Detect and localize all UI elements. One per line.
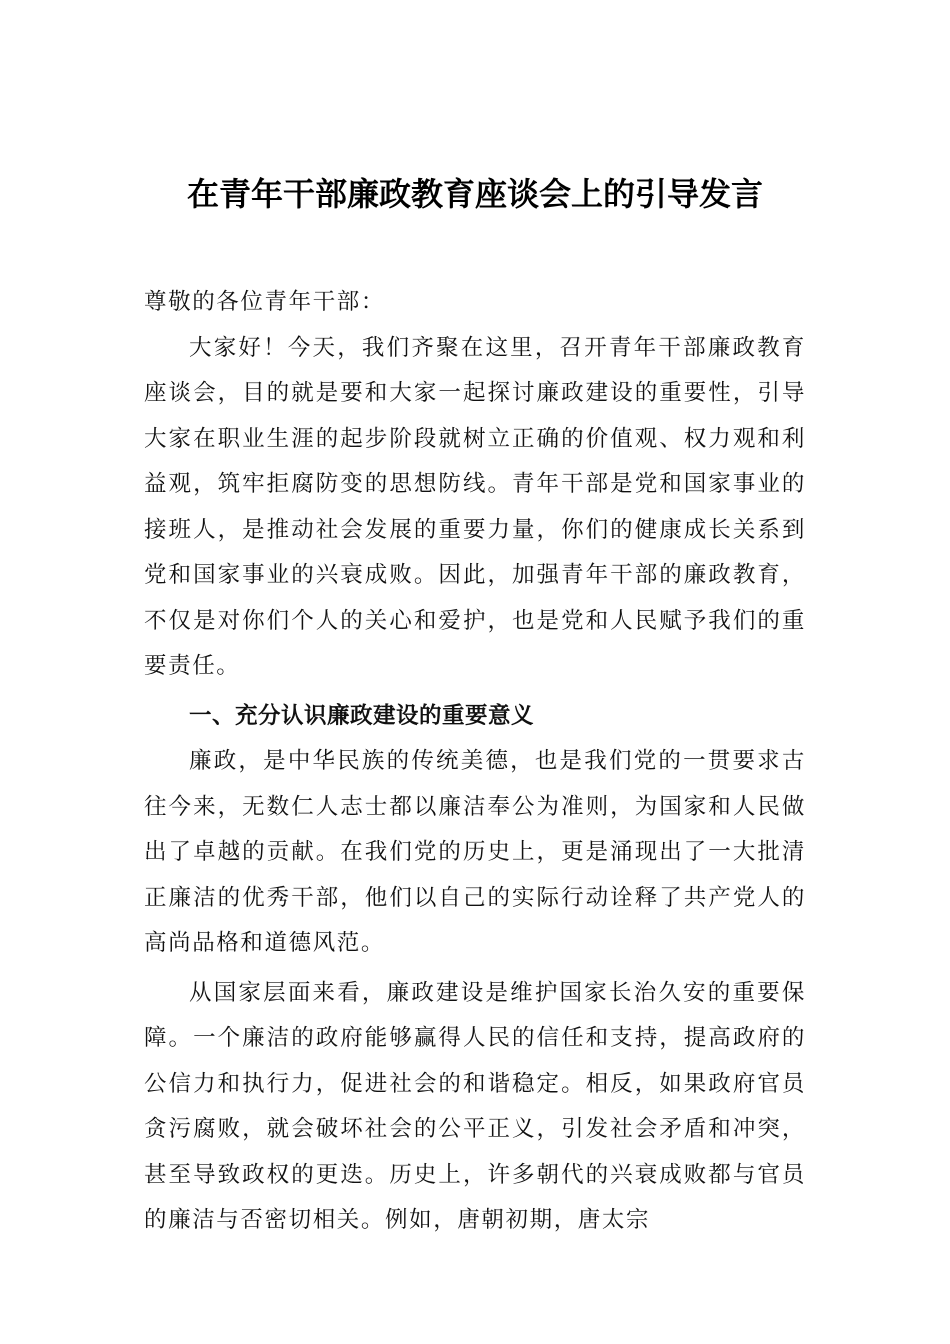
section-heading: 一、充分认识廉政建设的重要意义 — [189, 702, 535, 729]
paragraph-tradition: 廉政，是中华民族的传统美德，也是我们党的一贯要求古往今来，无数仁人志士都以廉洁奉公为准则，为国家和人民做出了卓越的贡献。在我们党的历史上，更是涌现出了一大批清正廉洁的优秀干部，他们以自己的实际行动诠释了共产党人的高尚品格和道德风范。 — [144, 748, 806, 956]
salutation: 尊敬的各位青年干部： — [144, 289, 386, 315]
document-body — [144, 280, 806, 1244]
document-title: 在青年干部廉政教育座谈会上的引导发言 — [186, 175, 763, 213]
paragraph-opening: 大家好！今天，我们齐聚在这里，召开青年干部廉政教育座谈会，目的就是要和大家一起探讨廉政建设的重要性，引导大家在职业生涯的起步阶段就树立正确的价值观、权力观和利益观，筑牢拒腐防变的思想防线。青年干部是党和国家事业的接班人，是推动社会发展的重要力量，你们的健康成长关系到党和国家事业的兴衰成败。因此，加强青年干部的廉政教育，不仅是对你们个人的关心和爱护，也是党和人民赋予我们的重要责任。 — [144, 334, 806, 679]
paragraph-national-level: 从国家层面来看，廉政建设是维护国家长治久安的重要保障。一个廉洁的政府能够赢得人民的信任和支持，提高政府的公信力和执行力，促进社会的和谐稳定。相反，如果政府官员贪污腐败，就会破坏社会的公平正义，引发社会矛盾和冲突，甚至导致政权的更迭。历史上，许多朝代的兴衰成败都与官员的廉洁与否密切相关。例如，唐朝初期，唐太宗 — [144, 979, 806, 1233]
